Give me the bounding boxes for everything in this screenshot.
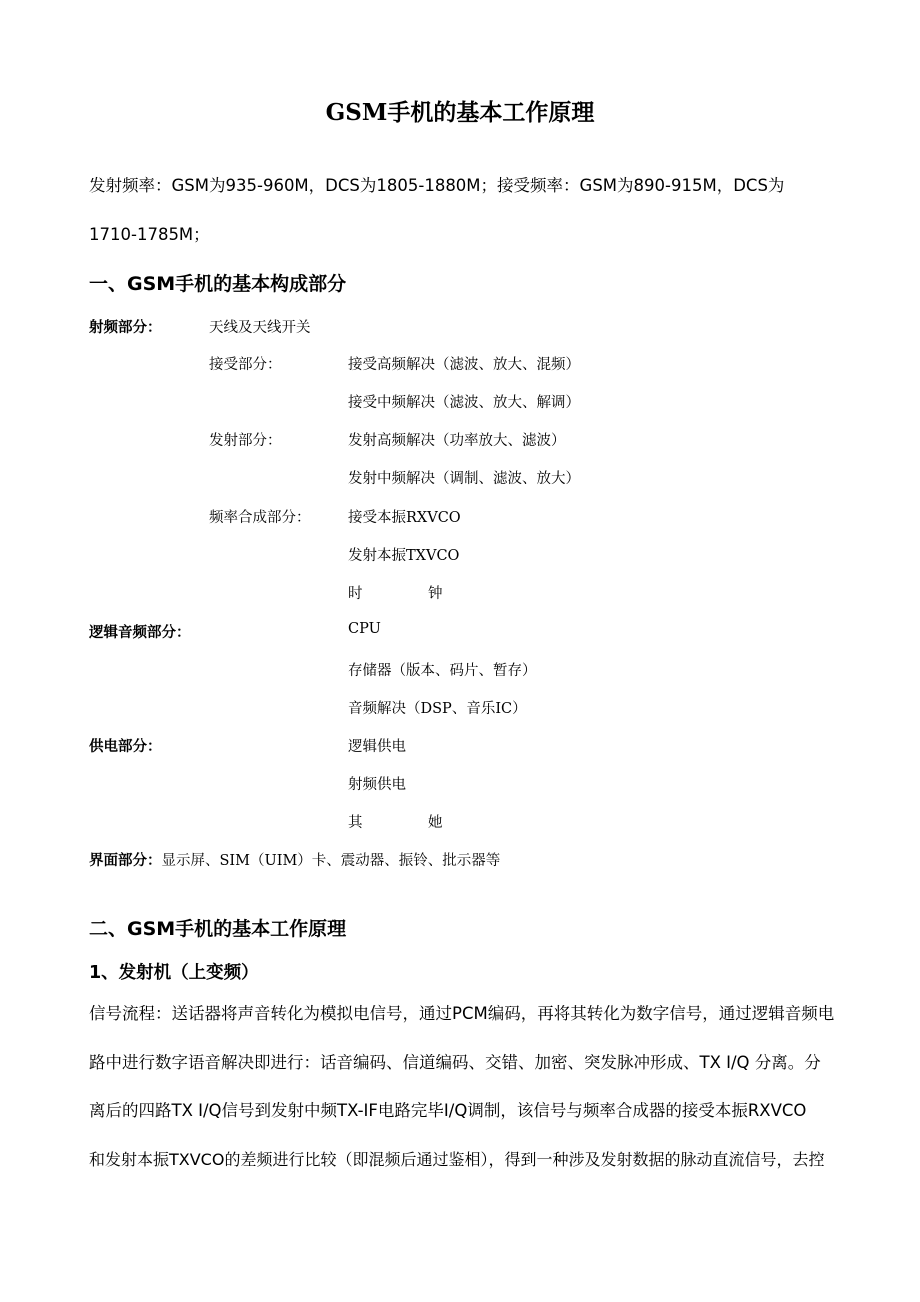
- synth-item-2: 发射本振TXVCO: [348, 548, 460, 564]
- transmit-item-1: 发射高频解决（功率放大、滤波）: [348, 433, 566, 449]
- logic-label: 逻辑音频部分：: [89, 625, 191, 641]
- receive-label: 接受部分：: [209, 357, 282, 373]
- signal-flow-line-1: 信号流程：送话器将声音转化为模拟电信号，通过PCM编码，再将其转化为数字信号，通过逻辑音频电: [89, 1004, 835, 1023]
- transmit-label: 发射部分：: [209, 433, 282, 449]
- receive-item-2: 接受中频解决（滤波、放大、解调）: [348, 395, 580, 411]
- clock-char-2: 钟: [428, 586, 443, 602]
- ui-label: 界面部分：: [89, 853, 162, 869]
- intro-line-1: 发射频率：GSM为935-960M，DCS为1805-1880M；接受频率：GSM为890-915M，DCS为: [89, 176, 785, 195]
- section2-heading: 二、GSM手机的基本工作原理: [89, 918, 347, 940]
- other-char-2: 她: [428, 815, 443, 831]
- signal-flow-line-4: 和发射本振TXVCO的差频进行比较（即混频后通过鉴相），得到一种涉及发射数据的脉动直流信号，去控: [89, 1150, 825, 1169]
- ui-text: 显示屏、SIM（UIM）卡、震动器、振铃、批示器等: [161, 853, 501, 869]
- rf-antenna-item: 天线及天线开关: [209, 320, 311, 336]
- receive-item-1: 接受高频解决（滤波、放大、混频）: [348, 357, 580, 373]
- logic-item-3: 音频解决（DSP、音乐IC）: [348, 701, 527, 717]
- clock-char-1: 时: [348, 586, 363, 602]
- intro-line-2: 1710-1785M；: [89, 225, 210, 244]
- power-item-other: [348, 811, 443, 832]
- logic-item-1: CPU: [348, 621, 381, 637]
- synth-item-clock: [348, 582, 443, 603]
- signal-flow-line-3: 离后的四路TX I/Q信号到发射中频TX-IF电路完毕I/Q调制，该信号与频率合成器的接受本振RXVCO: [89, 1101, 807, 1120]
- document-title: GSM手机的基本工作原理: [325, 99, 595, 126]
- power-label: 供电部分：: [89, 739, 162, 755]
- section1-heading: 一、GSM手机的基本构成部分: [89, 273, 347, 295]
- subsection-transmitter: 1、发射机（上变频）: [89, 963, 259, 983]
- power-item-2: 射频供电: [348, 777, 406, 793]
- synth-label: 频率合成部分：: [209, 510, 311, 526]
- other-char-1: 其: [348, 815, 363, 831]
- transmit-item-2: 发射中频解决（调制、滤波、放大）: [348, 471, 580, 487]
- power-item-1: 逻辑供电: [348, 739, 406, 755]
- synth-item-1: 接受本振RXVCO: [348, 510, 461, 526]
- ui-line: [89, 849, 500, 870]
- logic-item-2: 存储器（版本、码片、暂存）: [348, 663, 537, 679]
- signal-flow-line-2: 路中进行数字语音解决即进行：话音编码、信道编码、交错、加密、突发脉冲形成、TX I/Q 分离。分: [89, 1053, 821, 1072]
- rf-label: 射频部分：: [89, 320, 162, 336]
